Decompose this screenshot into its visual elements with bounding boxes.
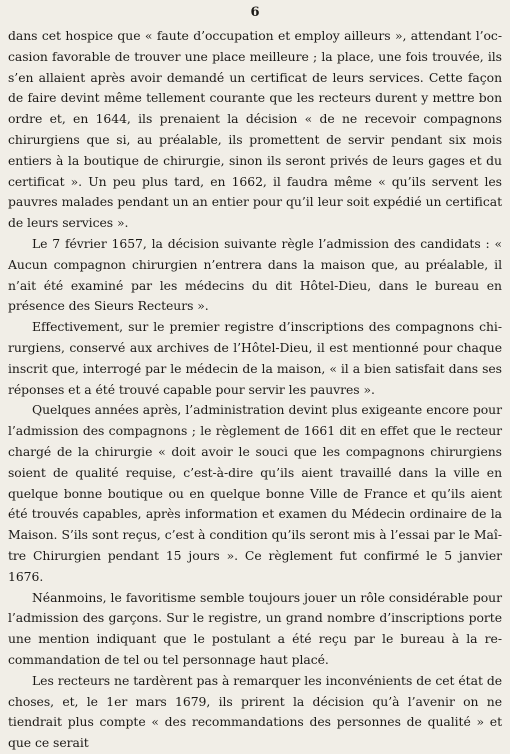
- paragraph-4: Quelques années après, l’administration devint plus exigeante encore pour l’admission des compagnons ; le règlement de 1661 dit en effet que le recteur chargé de la chirurgie « doit avoir le souci que les compagnons chirurgiens soient de qualité requise, c’est-à-dire qu’ils aient travaillé dans la ville en quelque bonne boutique ou en quelque bonne Ville de France et qu’ils aient été trouvés capables, après information et examen du Médecin ordinaire de la Maison. S’ils sont reçus, c’est à condition qu’ils seront mis à l’essai par le Maître Chirurgien pendant 15 jours ». Ce règlement fut confirmé le 5 janvier 1676.: [8, 402, 502, 584]
- paragraph-2: Le 7 février 1657, la décision suivante règle l’admission des candidats : « Aucun compagnon chirurgien n’entrera dans la maison que, au préalable, il n’ait été examiné par les médecins du dit Hôtel-Dieu, dans le bureau en présence des Sieurs Recteurs ».: [8, 235, 502, 314]
- paragraph-5: Néanmoins, le favoritisme semble toujours jouer un rôle considérable pour l’admission des garçons. Sur le registre, un grand nombre d’inscriptions porte une mention indiquant que le postulant a été reçu par le bureau à la recommandation de tel ou tel personnage haut placé.: [8, 589, 502, 667]
- paragraph-6: Les recteurs ne tardèrent pas à remarquer les inconvénients de cet état de choses, et, le 1er mars 1679, ils prirent la décision qu’à l’avenir on ne tiendrait plus compte « des recommandations des personnes de qualité » et que ce serait: [8, 672, 502, 751]
- page-number: 6: [250, 5, 260, 20]
- paragraph-3: Effectivement, sur le premier registre d’inscriptions des compagnons chirurgiens, conservé aux archives de l’Hôtel-Dieu, il est mentionné pour chaque inscrit que, interrogé par le médecin de la maison, « il a bien satisfait dans ses réponses et a été trouvé capable pour servir les pauvres ».: [8, 319, 502, 397]
- paragraph-1: dans cet hospice que « faute d’occupation et employ ailleurs », attendant l’occasion favorable de trouver une place meilleure ; la place, une fois trouvée, ils s’en allaient après avoir demandé un certificat de leurs services. Cette façon de faire devint même tellement courante que les recteurs durent y mettre bon ordre et, en 1644, ils prenaient la décision « de ne recevoir compagnons chirurgiens que si, au préalable, ils promettent de servir pendant six mois entiers à la boutique de chirurgie, sinon ils seront privés de leurs gages et du certificat ». Un peu plus tard, en 1662, il faudra même « qu’ils servent les pauvres malades pendant un an entier pour qu’il leur soit expédié un certificat de leurs services ».: [8, 28, 502, 231]
